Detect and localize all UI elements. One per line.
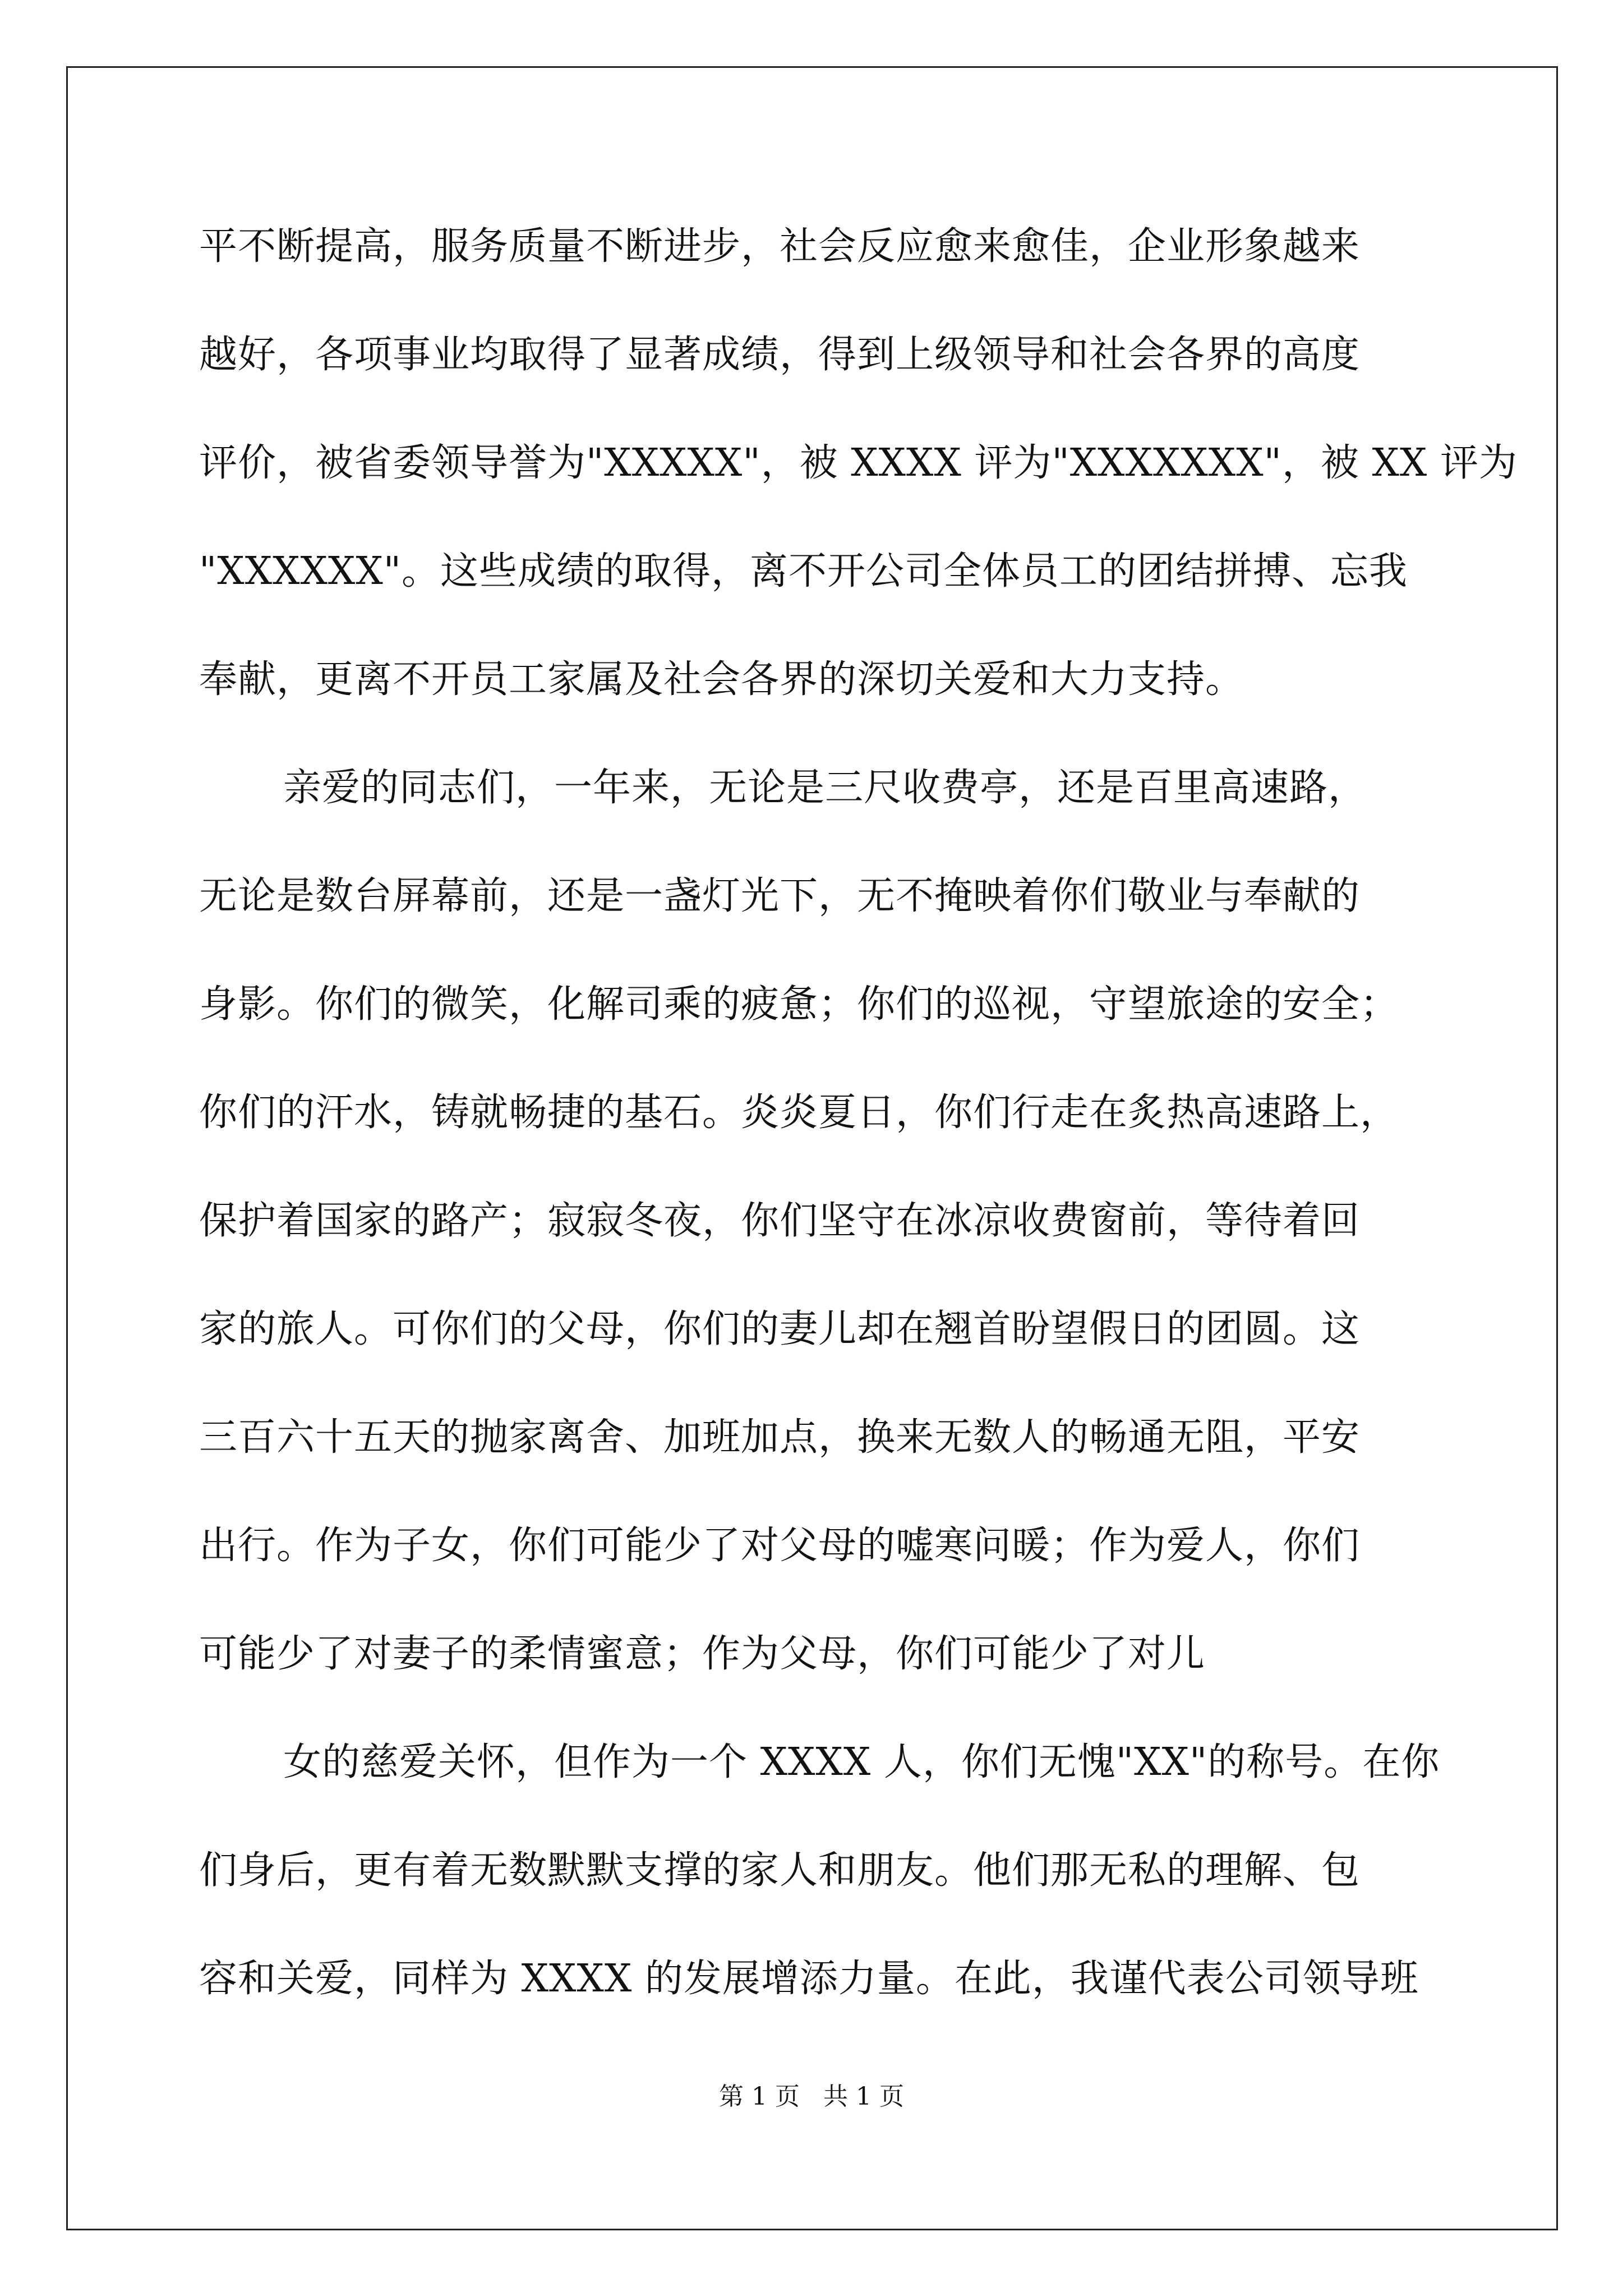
text-line: "XXXXXX"。这些成绩的取得，离不开公司全体员工的团结拼搏、忘我: [199, 549, 1408, 593]
text-line: 家的旅人。可你们的父母，你们的妻儿却在翘首盼望假日的团圆。这: [199, 1307, 1361, 1351]
text-line: 女的慈爱关怀，但作为一个 XXXX 人，你们无愧"XX"的称号。在你: [283, 1740, 1440, 1784]
text-line: 无论是数台屏幕前，还是一盏灯光下，无不掩映着你们敬业与奉献的: [199, 874, 1361, 918]
text-line: 出行。作为子女，你们可能少了对父母的嘘寒问暖；作为爱人，你们: [199, 1524, 1361, 1568]
page-footer: 第 1 页 共 1 页: [719, 2082, 904, 2111]
text-line: 保护着国家的路产；寂寂冬夜，你们坚守在冰凉收费窗前，等待着回: [199, 1199, 1361, 1243]
text-line: 越好，各项事业均取得了显著成绩，得到上级领导和社会各界的高度: [199, 333, 1361, 377]
text-line: 容和关爱，同样为 XXXX 的发展增添力量。在此，我谨代表公司领导班: [199, 1957, 1419, 2001]
text-line: 可能少了对妻子的柔情蜜意；作为父母，你们可能少了对儿: [199, 1632, 1206, 1676]
page-border: [66, 66, 1558, 2230]
text-line: 评价，被省委领导誉为"XXXXX"，被 XXXX 评为"XXXXXXX"，被 XX 评为: [199, 441, 1518, 485]
text-line: 亲爱的同志们，一年来，无论是三尺收费亭，还是百里高速路，: [283, 766, 1367, 810]
text-line: 们身后，更有着无数默默支撑的家人和朋友。他们那无私的理解、包: [199, 1848, 1361, 1893]
text-line: 身影。你们的微笑，化解司乘的疲惫；你们的巡视，守望旅途的安全；: [199, 982, 1399, 1027]
text-line: 奉献，更离不开员工家属及社会各界的深切关爱和大力支持。: [199, 657, 1244, 702]
text-line: 平不断提高，服务质量不断进步，社会反应愈来愈佳，企业形象越来: [199, 224, 1361, 269]
text-line: 你们的汗水，铸就畅捷的基石。炎炎夏日，你们行走在炙热高速路上，: [199, 1091, 1399, 1135]
text-line: 三百六十五天的抛家离舍、加班加点，换来无数人的畅通无阻，平安: [199, 1415, 1361, 1460]
